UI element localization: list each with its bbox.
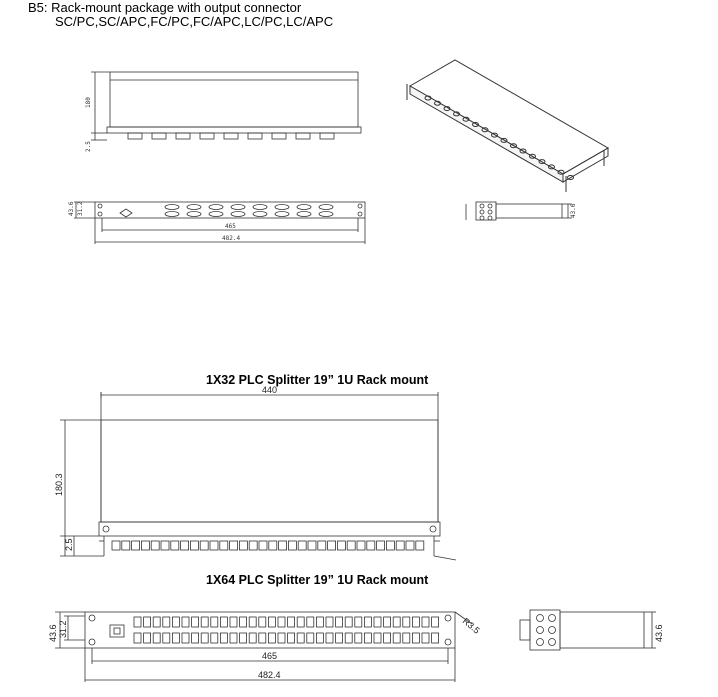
small-front-view xyxy=(74,202,365,244)
large-front-inner-label: 31.2 xyxy=(58,620,68,638)
adapter-stub xyxy=(132,541,140,550)
adapter-stub xyxy=(269,541,277,550)
adapter-port xyxy=(297,633,304,643)
adapter-stub xyxy=(296,133,310,139)
adapter-port xyxy=(384,617,391,627)
adapter-port xyxy=(259,633,266,643)
large-front-height-label: 43.6 xyxy=(48,624,58,642)
adapter-stub xyxy=(152,133,166,139)
adapter-port xyxy=(220,617,227,627)
adapter-port xyxy=(187,212,201,217)
adapter-port xyxy=(319,205,333,210)
header-line-1: B5: Rack-mount package with output connector xyxy=(28,0,302,15)
adapter-port xyxy=(253,212,267,217)
adapter-port xyxy=(326,633,333,643)
adapter-port xyxy=(268,633,275,643)
adapter-port xyxy=(165,212,179,217)
adapter-stub xyxy=(406,541,414,550)
large-side-view xyxy=(60,392,456,560)
adapter-stub xyxy=(176,133,190,139)
adapter-port xyxy=(422,617,429,627)
adapter-port xyxy=(393,617,400,627)
adapter-port xyxy=(172,633,179,643)
large-end-view xyxy=(520,610,656,650)
adapter-port xyxy=(192,617,199,627)
adapter-port xyxy=(297,617,304,627)
adapter-port xyxy=(249,633,256,643)
adapter-port xyxy=(209,205,223,210)
adapter-port xyxy=(231,205,245,210)
adapter-port xyxy=(211,617,218,627)
adapter-stub xyxy=(279,541,287,550)
adapter-port xyxy=(253,205,267,210)
large-front-width-label: 465 xyxy=(262,651,278,661)
large-side-height-label: 180.3 xyxy=(54,473,64,496)
adapter-port xyxy=(268,617,275,627)
adapter-stub xyxy=(386,541,394,550)
adapter-stub xyxy=(151,541,159,550)
adapter-port xyxy=(220,633,227,643)
adapter-stub xyxy=(230,541,238,550)
adapter-port xyxy=(316,617,323,627)
adapter-port xyxy=(316,633,323,643)
large-end-height-label: 43.6 xyxy=(654,624,664,642)
adapter-port xyxy=(307,617,314,627)
adapter-port xyxy=(297,205,311,210)
adapter-stub xyxy=(298,541,306,550)
adapter-port xyxy=(134,617,141,627)
adapter-port xyxy=(355,633,362,643)
adapter-stub xyxy=(224,133,238,139)
small-front-inner-label: 31.2 xyxy=(77,201,84,216)
adapter-stub xyxy=(318,541,326,550)
adapter-stub xyxy=(190,541,198,550)
adapter-stub xyxy=(308,541,316,550)
adapter-port xyxy=(288,633,295,643)
adapter-port xyxy=(182,617,189,627)
adapter-port xyxy=(345,633,352,643)
adapter-port xyxy=(432,633,439,643)
large-top-width-label: 440 xyxy=(262,385,278,395)
adapter-port xyxy=(364,617,371,627)
adapter-stub xyxy=(416,541,424,550)
adapter-port xyxy=(172,617,179,627)
large-front-total-label: 482.4 xyxy=(258,670,281,680)
adapter-stub xyxy=(337,541,345,550)
title-1x64: 1X64 PLC Splitter 19” 1U Rack mount xyxy=(206,573,429,587)
adapter-port xyxy=(231,212,245,217)
adapter-port xyxy=(336,633,343,643)
adapter-port xyxy=(288,617,295,627)
adapter-stub xyxy=(328,541,336,550)
adapter-port xyxy=(153,633,160,643)
small-side-base-label: 2.5 xyxy=(85,141,92,152)
adapter-port xyxy=(345,617,352,627)
adapter-port xyxy=(422,633,429,643)
adapter-port xyxy=(182,633,189,643)
adapter-port xyxy=(412,617,419,627)
title-1x32: 1X32 PLC Splitter 19” 1U Rack mount xyxy=(206,373,429,387)
adapter-port xyxy=(278,633,285,643)
adapter-port xyxy=(192,633,199,643)
adapter-stub xyxy=(396,541,404,550)
small-front-height-label: 43.6 xyxy=(68,201,75,216)
adapter-stub xyxy=(347,541,355,550)
adapter-port xyxy=(412,633,419,643)
small-front-total-label: 482.4 xyxy=(222,235,241,242)
small-end-height-label: 43.6 xyxy=(570,203,577,218)
adapter-port xyxy=(134,633,141,643)
adapter-stub xyxy=(239,541,247,550)
adapter-port xyxy=(336,617,343,627)
adapter-port xyxy=(144,617,151,627)
adapter-port xyxy=(297,212,311,217)
adapter-port xyxy=(307,633,314,643)
adapter-port xyxy=(230,633,237,643)
adapter-stub xyxy=(181,541,189,550)
adapter-port xyxy=(403,617,410,627)
adapter-port xyxy=(165,205,179,210)
large-side-base-label: 2.5 xyxy=(64,538,74,551)
adapter-stub xyxy=(272,133,286,139)
adapter-port xyxy=(153,617,160,627)
adapter-port xyxy=(374,633,381,643)
adapter-port xyxy=(230,617,237,627)
adapter-stub xyxy=(259,541,267,550)
adapter-stub xyxy=(288,541,296,550)
adapter-port xyxy=(240,617,247,627)
adapter-stub xyxy=(320,133,334,139)
adapter-stub xyxy=(357,541,365,550)
adapter-port xyxy=(432,617,439,627)
adapter-port xyxy=(163,633,170,643)
adapter-port xyxy=(163,617,170,627)
adapter-stub xyxy=(128,133,142,139)
small-side-view xyxy=(91,72,361,140)
adapter-port xyxy=(275,205,289,210)
adapter-stub xyxy=(220,541,228,550)
adapter-stub xyxy=(248,133,262,139)
adapter-stub xyxy=(200,541,208,550)
small-side-height-label: 180 xyxy=(85,97,92,108)
adapter-port xyxy=(187,205,201,210)
adapter-port xyxy=(211,633,218,643)
small-end-view xyxy=(466,202,572,220)
header-line-2: SC/PC,SC/APC,FC/PC,FC/APC,LC/PC,LC/APC xyxy=(55,14,334,29)
adapter-port xyxy=(319,212,333,217)
adapter-port xyxy=(374,617,381,627)
adapter-port xyxy=(393,633,400,643)
adapter-port xyxy=(201,617,208,627)
adapter-stub xyxy=(249,541,257,550)
adapter-stub xyxy=(367,541,375,550)
adapter-stub xyxy=(200,133,214,139)
adapter-stub xyxy=(377,541,385,550)
adapter-port xyxy=(201,633,208,643)
adapter-port xyxy=(240,633,247,643)
adapter-stub xyxy=(210,541,218,550)
adapter-port xyxy=(144,633,151,643)
adapter-stub xyxy=(112,541,120,550)
isometric-view xyxy=(407,60,608,192)
adapter-stub xyxy=(141,541,149,550)
adapter-port xyxy=(249,617,256,627)
adapter-port xyxy=(403,633,410,643)
adapter-stub xyxy=(122,541,130,550)
large-ear-note-label: R3.5 xyxy=(460,615,482,636)
adapter-stub xyxy=(171,541,179,550)
adapter-port xyxy=(209,212,223,217)
adapter-port xyxy=(275,212,289,217)
adapter-port xyxy=(326,617,333,627)
small-front-width-label: 465 xyxy=(225,223,236,230)
adapter-port xyxy=(278,617,285,627)
adapter-port xyxy=(355,617,362,627)
adapter-port xyxy=(364,633,371,643)
adapter-port xyxy=(259,617,266,627)
adapter-stub xyxy=(161,541,169,550)
adapter-port xyxy=(384,633,391,643)
